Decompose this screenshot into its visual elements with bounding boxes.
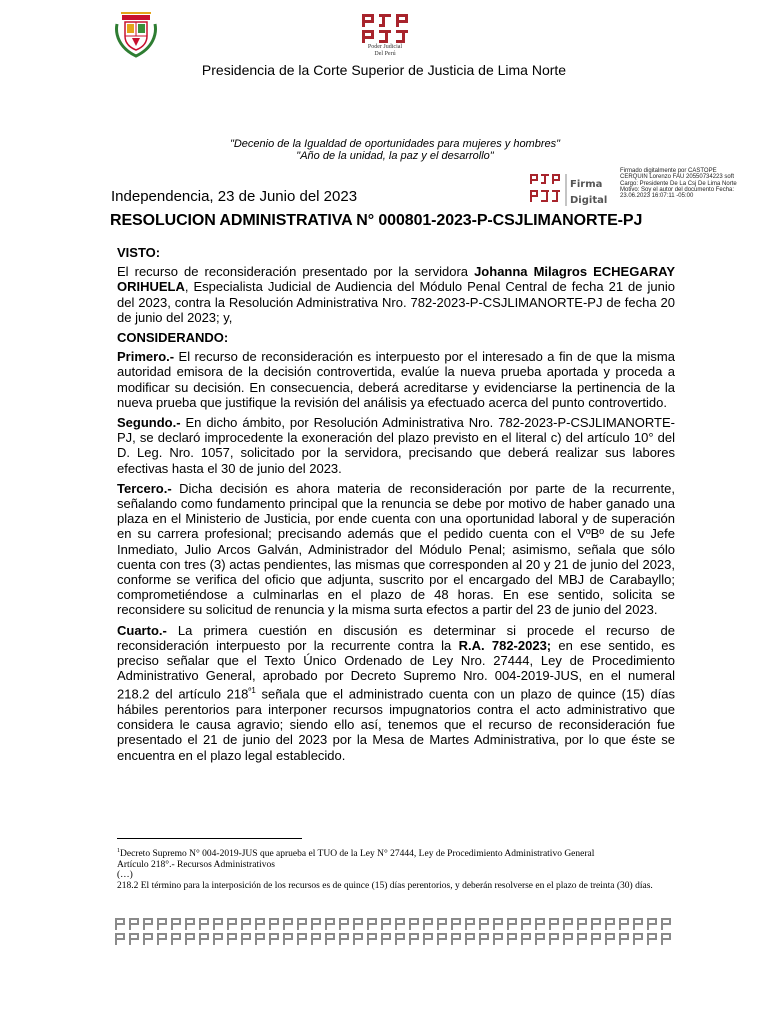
watermark-glyph [409,933,419,945]
watermark-glyph [521,933,531,945]
watermark-glyph [269,918,279,930]
watermark-glyph [563,918,573,930]
watermark-glyph [591,933,601,945]
poder-judicial-logo-icon [362,14,408,44]
watermark-glyph [353,918,363,930]
decenio-line2: "Año de la unidad, la paz y el desarrollo" [296,150,494,162]
watermark-glyph [437,933,447,945]
watermark-glyph [409,918,419,930]
watermark-glyph [185,918,195,930]
visto-heading: VISTO: [117,245,161,260]
signature-details: Firmado digitalmente por CASTOPE CERQUIN Lorenzo FAU 20550734223 soft Cargo: Presidente De La Csj De Lima Norte Motivo: Soy el autor del documento Fecha: 23.06.2023 16:07:11 -05:00 [620,168,737,200]
watermark-glyph [633,918,643,930]
decenio-motto [0,138,768,162]
watermark-glyph [143,918,153,930]
watermark-glyph [143,933,153,945]
watermark-glyph [129,933,139,945]
watermark-glyph [115,918,125,930]
primero-text: El recurso de reconsideración es interpuesto por el interesado a fin de que la misma autoridad emisora de la decisión controvertida, evalúe la nueva prueba aportada y proceda a modificar su decisión. En consecuencia, deberá acreditarse y evidenciarse la pertinencia de la nueva prueba que justifique la revisión del análisis ya efectuado acerca del punto controvertido. [117,349,675,410]
resolution-title: RESOLUCION ADMINISTRATIVA N° 000801-2023-P-CSJLIMANORTE-PJ [110,212,643,229]
visto-text-2: , Especialista Judicial de Audiencia del Módulo Penal Central de fecha 21 de junio del 2023, contra la Resolución Administrativa Nro. 782-2023-P-CSJLIMANORTE-PJ de fecha 20 de junio del 2023; y, [117,279,675,325]
watermark-glyph [465,918,475,930]
watermark-glyph [339,933,349,945]
watermark-glyph [437,918,447,930]
decenio-line1: "Decenio de la Igualdad de oportunidades para mujeres y hombres" [229,138,561,150]
cuarto-text-3: señala que el administrado cuenta con un plazo de quince (15) días hábiles perentorios para interponer recursos impugnatorios contra el acto administrativo que considera le causa agravio; siendo ello así, tenemos que el recurso de reconsideración fue presentado el 21 de junio del 2023 por la Mesa de Martes Administrativa, por lo que éste se encuentra en el plazo legal establecido. [117,686,676,763]
footnote-line4: 218.2 El término para la interposición de los recursos es de quince (15) días perentorios, y deberán resolverse en el plazo de treinta (30) días. [117,880,653,891]
watermark-glyph [647,918,657,930]
cuarto-text-1: La primera cuestión en discusión es determinar si procede el recurso de reconsideración interpuesto por la recurrente contra la [117,622,675,653]
watermark-glyph [213,918,223,930]
watermark-glyph [507,933,517,945]
watermark-glyph [269,933,279,945]
peru-coat-of-arms-icon [113,10,159,60]
document-body [117,245,675,768]
watermark-glyph [325,933,335,945]
watermark-glyph [157,918,167,930]
watermark-glyph [255,918,265,930]
watermark-glyph [465,933,475,945]
primero-label: Primero.- [117,349,175,365]
watermark-glyph [493,933,503,945]
footnote-line3: (…) [117,870,133,881]
watermark-glyph [311,918,321,930]
segundo-text: En dicho ámbito, por Resolución Administrativa Nro. 782-2023-P-CSJLIMANORTE-PJ, se declaró improcedente la exoneración del plazo previsto en el literal c) del artículo 10° del D. Leg. Nro. 1057, solicitado por la servidora, precisando que deberá realizar sus labores efectivas hasta el 30 de junio del 2023. [117,415,675,476]
primero-paragraph [117,349,675,410]
visto-paragraph [117,264,675,325]
watermark-glyph [535,933,545,945]
watermark-glyph [563,933,573,945]
watermark-glyph [521,918,531,930]
watermark-glyph [479,918,489,930]
cuarto-paragraph [117,623,675,763]
watermark-glyph [619,933,629,945]
tercero-paragraph [117,481,675,618]
watermark-glyph [297,918,307,930]
watermark-glyph [661,933,671,945]
tercero-text: Dicha decisión es ahora materia de reconsideración por parte de la recurrente, señalando como fundamento principal que la renuncia se debe por motivo de haber ganado una plaza en el Ministerio de Justicia, por ende cuenta con una oportunidad laboral y de superación en su carrera profesional; precisando además que el pedido cuenta con el VºBº de su Jefe Inmediato, Julio Arcos Galván, Administrador del Módulo Penal; asimismo, señala que sólo cuenta con tres (3) actas pendientes, las mismas que corresponden al 20 y 21 de junio del 2023, conforme se verifica del oficio que adjunta, suscrito por el encargado del MBJ de Carabayllo; comprometiéndose a culminarlas en el plazo de 48 horas. En ese sentido, solicita se reconsidere su solicitud de renuncia y la misma surta efectos a partir del 23 de junio del 2023. [117,480,675,618]
tercero-label: Tercero.- [117,480,172,496]
segundo-paragraph [117,415,675,476]
watermark-glyph [661,918,671,930]
pj-watermark-strip [115,918,675,948]
watermark-glyph [549,918,559,930]
watermark-glyph [129,918,139,930]
place-date: Independencia, 23 de Junio del 2023 [111,188,358,205]
watermark-glyph [283,918,293,930]
footnote-divider [117,838,302,839]
watermark-glyph [633,933,643,945]
presidencia-heading: Presidencia de la Corte Superior de Justicia de Lima Norte [201,62,567,78]
watermark-glyph [535,918,545,930]
firma-label: Firma [570,179,603,190]
watermark-glyph [241,933,251,945]
watermark-glyph [395,918,405,930]
watermark-glyph [339,918,349,930]
watermark-glyph [577,918,587,930]
firma-digital-logo-icon [528,172,616,208]
footnote-marker: 1 [117,848,120,854]
watermark-glyph [199,933,209,945]
watermark-glyph [353,933,363,945]
watermark-glyph [297,933,307,945]
watermark-glyph [283,933,293,945]
pj-name-line1: Poder Judicial [367,44,403,50]
watermark-glyph [171,933,181,945]
cuarto-ra-reference: R.A. 782-2023; [458,637,552,653]
footnote-line1-text: Decreto Supremo N° 004-2019-JUS que aprueba el TUO de la Ley N° 27444, Ley de Procedimiento Administrativo General [120,849,595,860]
watermark-glyph [227,918,237,930]
watermark-glyph [157,933,167,945]
visto-text-1: El recurso de reconsideración presentado por la servidora [117,264,475,280]
watermark-glyph [241,918,251,930]
servidora-name: Johanna Milagros ECHEGARAY ORIHUELA [117,264,675,295]
watermark-glyph [381,933,391,945]
cuarto-text-2: en ese sentido, es preciso señalar que el Texto Único Ordenado de Ley Nro. 27444, Ley de Procedimiento Administrativo General, aprobado por Decreto Supremo Nro. 004-2019-JUS, en el numeral 218.2 del artículo 218 [117,637,675,702]
watermark-glyph [311,933,321,945]
footnote-line1 [117,846,675,860]
watermark-glyph [423,918,433,930]
watermark-glyph [619,918,629,930]
watermark-glyph [199,918,209,930]
watermark-glyph [549,933,559,945]
considerando-heading: CONSIDERANDO: [117,330,229,346]
footnote-line2: Artículo 218°.- Recursos Administrativos [117,859,275,870]
watermark-glyph [227,933,237,945]
footnote-reference: º1 [248,686,256,696]
watermark-glyph [451,918,461,930]
watermark-glyph [255,933,265,945]
watermark-glyph [381,918,391,930]
cuarto-label: Cuarto.- [117,622,167,638]
pj-name [354,44,416,58]
watermark-glyph [479,933,489,945]
watermark-glyph [591,918,601,930]
digital-label: Digital [570,195,608,206]
watermark-glyph [115,933,125,945]
watermark-glyph [185,933,195,945]
watermark-glyph [493,918,503,930]
watermark-glyph [325,918,335,930]
watermark-glyph [213,933,223,945]
segundo-label: Segundo.- [117,415,181,431]
watermark-glyph [423,933,433,945]
watermark-glyph [451,933,461,945]
pj-name-line2: Del Perú [374,51,396,57]
watermark-glyph [367,933,377,945]
watermark-glyph [395,933,405,945]
watermark-glyph [577,933,587,945]
footnote [117,846,675,892]
watermark-glyph [507,918,517,930]
watermark-glyph [647,933,657,945]
watermark-glyph [367,918,377,930]
watermark-glyph [171,918,181,930]
watermark-glyph [605,933,615,945]
watermark-glyph [605,918,615,930]
